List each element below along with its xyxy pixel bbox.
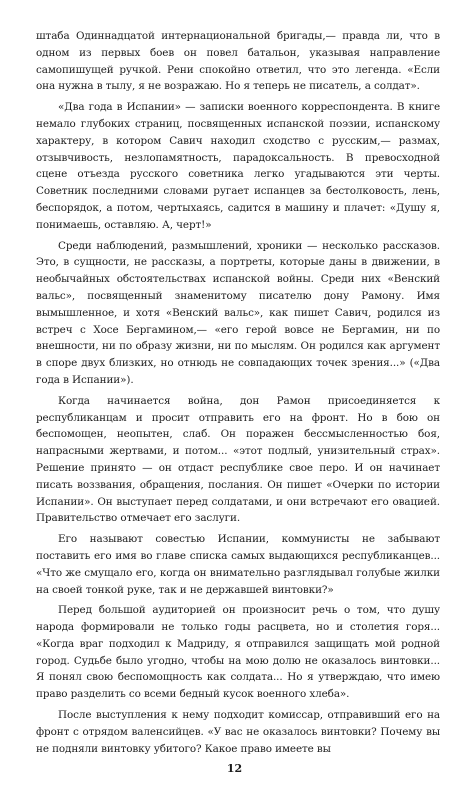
- page-number: 12: [226, 762, 243, 775]
- paragraph-2: «Два года в Испании» — записки военного корреспондента. В книге немало глубоких страниц, посвященных испанской поэзии, испанскому характеру, в котором Савич находил сходство с русским,— размах, отзывчивость, незлопамятность, парадоксальность. В превосходной сцене отъезда русского советника легко угадываются эти черты. Советник последними словами ругает испанцев за бестолковость, лень, беспорядок, а потом, чертыхаясь, садится в машину и плачет: «Душу я, понимаешь, оставляю. А, черт!»: [36, 101, 440, 231]
- paragraph-3: Среди наблюдений, размышлений, хроники — несколько рассказов. Это, в сущности, не рассказы, а портреты, которые даны в движении, в необычайных обстоятельствах испанской войны. Среди них «Венский вальс», посвященный знаменитому писателю дону Рамону. Имя вымышленное, и хотя «Венский вальс», как пишет Савич, родился из встреч с Хосе Бергамином,— «его герой вовсе не Бергамин, ни по внешности, ни по образу жизни, ни по мыслям. Он родился как аргумент в споре двух близких, но отнюдь не совпадающих точек зрения...» («Два года в Испании»).: [36, 239, 440, 386]
- paragraph-7: После выступления к нему подходит комиссар, отправивший его на фронт с отрядом валенсийцев. «У вас не оказалось винтовки? Почему вы не подняли винтовку убитого? Какое право имеете вы: [36, 709, 440, 755]
- paragraph-6: Перед большой аудиторией он произносит речь о том, что душу народа формировали не только годы расцвета, но и столетия горя... «Когда враг подходил к Мадриду, я отправился защищать мой родной город. Судьбе было угодно, чтобы на мою долю не оказалось винтовки... Я понял свою беспомощность как солдата... Но я утверждаю, что имею право разделить со всеми бедный кусок военного хлеба».: [36, 604, 440, 701]
- page-body: [36, 28, 440, 761]
- paragraph-1: штаба Одиннадцатой интернациональной бригады,— правда ли, что в одном из первых боев он повел батальон, указывая направление самопишущей ручкой. Рени спокойно ответил, что это легенда. «Если она нужна в тылу, я не возражаю. Но я теперь не писатель, а солдат».: [36, 30, 440, 93]
- paragraph-4: Когда начинается война, дон Рамон присоединяется к республиканцам и просит отправить его на фронт. Но в бою он беспомощен, неопытен, слаб. Он поражен бессмысленностью боя, напрасными жертвами, и потом... «этот подлый, унизительный страх». Решение принято — он отдаст республике свое перо. И он начинает писать воззвания, обращения, послания. Он пишет «Очерки по истории Испании». Он выступает перед солдатами, и они встречают его овацией. Правительство отмечает его заслуги.: [36, 394, 440, 525]
- paragraph-5: Его называют совестью Испании, коммунисты не забывают поставить его имя во главе списка самых выдающихся республиканцев... «Что же смущало его, когда он внимательно разглядывал голубые жилки на своей тонкой руке, так и не державшей винтовки?»: [36, 533, 440, 596]
